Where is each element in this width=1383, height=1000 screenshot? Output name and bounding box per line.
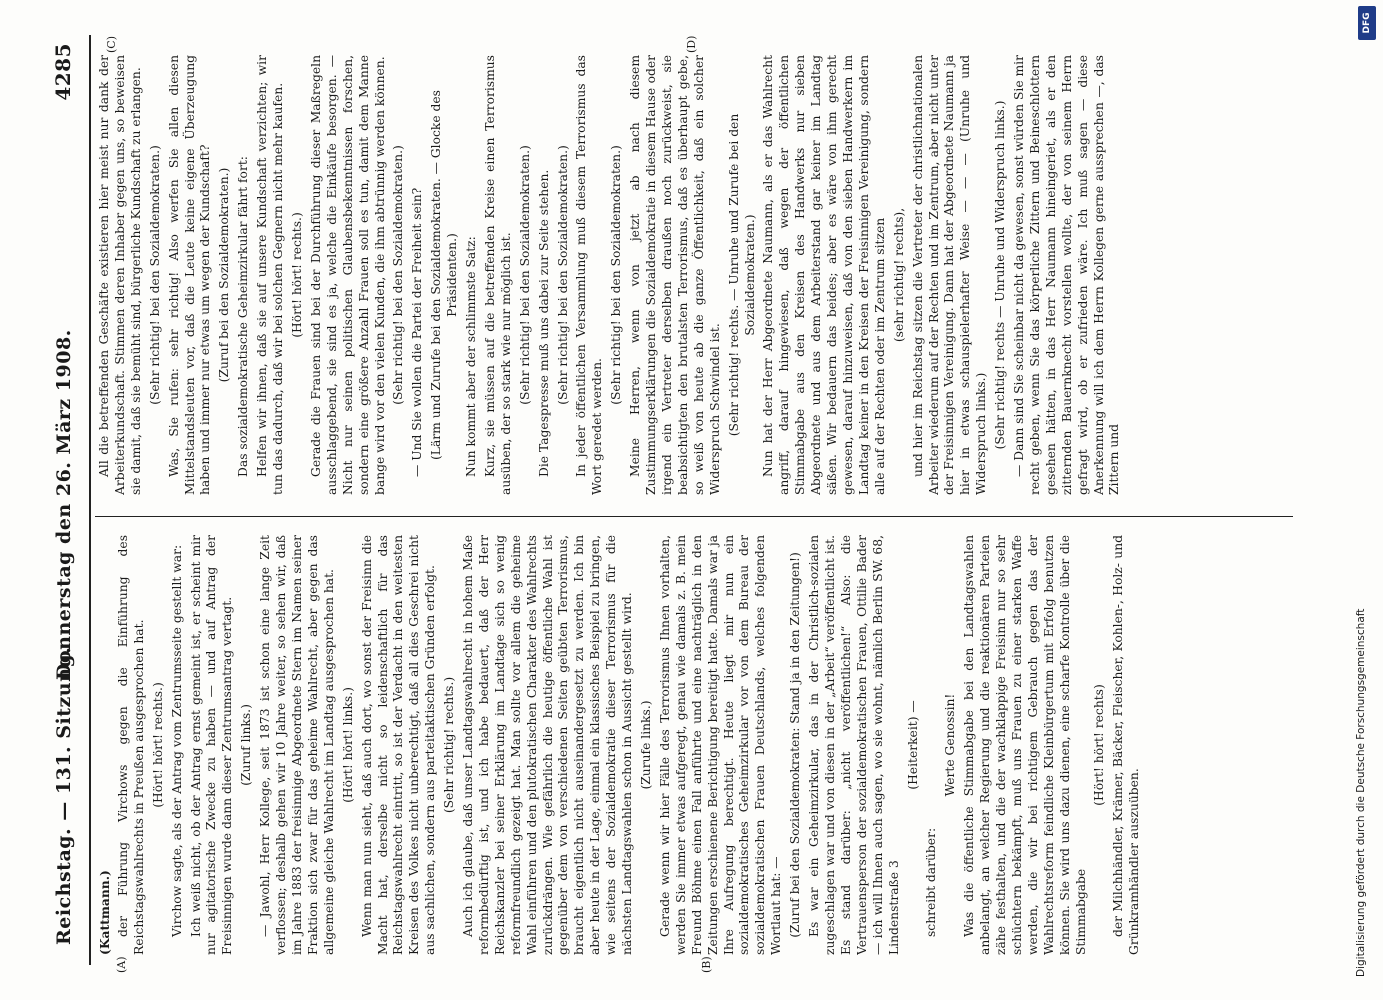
left-column-paragraph: Werte Genossin! bbox=[943, 693, 958, 797]
left-column-paragraph: (Heiterkeit) — bbox=[905, 700, 920, 790]
right-column-paragraph: — Und Sie wollen die Partei der Freiheit sein? bbox=[410, 187, 425, 477]
digitization-note bbox=[1348, 12, 1376, 988]
left-column-paragraph: Es war ein Geheimzirkular, das in der Christlich-sozialen zugeschlagen war und von diesen in der „Arbeit“ veröffentlicht ist. Es stand darüber: „nicht veröffentlichen!“ Also: die Vertrauensperson der sozialdemokratischen Frauen, Ottilie Bader — ich will Ihnen auch sagen, wo sie wohnt, nämlich Berlin SW. 68, Lindenstraße 3 bbox=[807, 535, 901, 955]
right-column-paragraph: In jeder öffentlichen Versammlung muß diesem Terrorismus das Wort geredet werden. bbox=[574, 55, 605, 495]
left-column-paragraph: Ich weiß nicht, ob der Antrag ernst gemeint ist, er scheint mir nur agitatorische Zwecke zu haben — und auf Antrag der Freisinnigen wurde dann dieser Zentrumsantrag vertagt. bbox=[188, 535, 235, 955]
right-column-paragraph: Nun hat der Herr Abgeordnete Naumann, als er das Wahlrecht angriff, darauf hingewiesen, daß wegen der öffentlichen Stimmabgabe aus den Kreisen des Handwerks nur sieben Abgeordnete und aus dem Arbeiterstand gar keiner im Landtag säßen. Wir bedauern das beides; aber es wäre von ihm gerecht gewesen, darauf hinzuweisen, daß von den sieben Handwerkern im Landtag keiner in den Kreisen der Freisinnigen Vereinigung, sondern alle auf der Rechten oder im Zentrum sitzen bbox=[761, 55, 887, 495]
left-column-paragraph: (Hört! hört! links.) bbox=[340, 687, 355, 803]
right-column-paragraph: (Sehr richtig! rechts. — Unruhe und Zurufe bei den Sozialdemokraten.) bbox=[726, 113, 757, 437]
right-column-paragraph: (sehr richtig! rechts), bbox=[891, 207, 906, 343]
left-column-paragraph: Virchow sagte, als der Antrag vom Zentrumsseite gestellt war: bbox=[169, 544, 184, 937]
right-column-paragraph: Nun kommt aber der schlimmste Satz: bbox=[464, 236, 479, 477]
left-column-paragraph: (Zuruf links.) bbox=[239, 704, 254, 786]
left-column-paragraph: (Zurufe links.) bbox=[639, 700, 653, 790]
margin-marker-d: (D) bbox=[685, 35, 698, 53]
left-column-paragraph: (Sehr richtig! rechts.) bbox=[442, 676, 457, 814]
margin-marker-c: (C) bbox=[105, 36, 118, 53]
right-column-paragraph: (Zuruf bei den Sozialdemokraten.) bbox=[217, 167, 232, 383]
right-column-paragraph: (Sehr richtig! bei den Sozialdemokraten.) bbox=[609, 145, 624, 405]
right-column-paragraph: All die betreffenden Geschäfte existieren hier meist nur dank der Arbeiterkundschaft. Stimmen deren Inhaber gegen uns, so beweisen sie damit, daß sie bemüht sind, bürgerliche Kundschaft zu erlangen. bbox=[97, 55, 143, 495]
rotated-document-page bbox=[45, 35, 1305, 973]
right-column-paragraph: — Dann sind Sie scheinbar nicht da gewesen, sonst würden Sie mir recht geben, wenn Sie das körperliche Zittern und Beineschlottern gesehen hätten, in das Herr Naumann hineingeriet, als er den zitternden Bauernknecht vorstellen wollte, der von seinem Herrn gefragt wird, ob er zufrieden wäre. Ich muß sagen — diese Anerkennung will ich dem Herrn Kollegen gerne aussprechen —, das Zittern und bbox=[1012, 55, 1122, 495]
right-column-paragraph: Das sozialdemokratische Geheimzirkular fährt fort: bbox=[236, 156, 251, 477]
left-column-paragraph: der Milchhändler, Krämer, Bäcker, Fleischer, Kohlen-, Holz- und Grünkramhändler auszuüben. bbox=[1111, 535, 1142, 955]
left-column-paragraph: der Führung Virchows gegen die Einführung des Reichstagswahlrechts in Preußen ausgesprochen hat. bbox=[115, 535, 146, 955]
right-column-paragraph: Kurz, sie müssen auf die betreffenden Kreise einen Terrorismus ausüben, der so stark wie nur möglich ist. bbox=[482, 55, 513, 495]
right-column-paragraph: Was, Sie rufen: sehr richtig! Also werfen Sie allen diesen Mittelstandsleuten vor, daß die Leute keine eigene Überzeugung haben und immer nur etwas um wegen der Kundschaft? bbox=[166, 55, 213, 495]
left-column-paragraph: schreibt darüber: bbox=[924, 827, 939, 937]
page-number: 4285 bbox=[51, 43, 75, 101]
right-column-paragraph: Meine Herren, wenn von jetzt ab nach diesem Zustimmungserklärungen die Sozialdemokratie in diesem Hause oder irgend ein Vertreter derselben draußen noch zurückweist, sie beabsichtigten den brutalsten Terrorismus, daß es überhaupt gebe, so weiß von heute ab die ganze Öffentlichkeit, daß ein solcher Widerspruch Schwindel ist. bbox=[628, 55, 722, 495]
left-column-paragraph: Auch ich glaube, daß unser Landtagswahlrecht in hohem Maße reformbedürftig ist, und ich habe bedauert, daß der Herr Reichskanzler bei seiner Erklärung im Landtage sich so wenig reformfreundlich gezeigt hat. Man sollte vor allem die geheime Wahl einführen und den plutokratischen Charakter des Wahlrechts zurückdrängen. Wie gefährlich die heutige öffentliche Wahl ist gegenüber dem von verschiedenen Seiten geübten Terrorismus, braucht eigentlich nicht auseinandergesetzt zu werden. Ich bin aber heute in der Lage, einmal ein klassisches Beispiel zu bringen, wie seitens der Sozialdemokratie dieser Terrorismus für die nächsten Landtagswahlen schon in Aussicht gestellt wird. bbox=[461, 535, 635, 955]
left-column-paragraph: Gerade wenn wir hier Fälle des Terrorismus Ihnen vorhalten, werden Sie immer etwas aufgeregt, genau wie damals z. B. mein Freund Böhme einen Fall anführte und eine nachträglich in den Zeitungen erschienene Berichtigung bereitigt hatte. Damals war ja Ihre Aufregung berechtigt. Heute liegt mir nun ein sozialdemokratisches Geheimzirkular vor von dem Bureau der sozialdemokratischen Frauen Deutschlands, welches folgenden Wortlaut hat: — bbox=[657, 535, 784, 955]
left-column-paragraph: (Zuruf bei den Sozialdemokraten: Stand ja in den Zeitungen!) bbox=[788, 552, 803, 938]
right-column-paragraph: (Sehr richtig! bei den Sozialdemokraten.) bbox=[147, 145, 162, 405]
left-column-paragraph: (Hört! hört! rechts.) bbox=[150, 682, 165, 808]
right-column-paragraph: Helfen wir ihnen, daß sie auf unsere Kundschaft verzichten; wir tun das dadurch, daß wir bei solchen Gegnern nicht mehr kaufen. bbox=[255, 55, 286, 495]
page-header bbox=[45, 35, 91, 965]
dfg-logo-text: DFG bbox=[1362, 12, 1372, 34]
dfg-logo bbox=[1358, 6, 1376, 40]
right-column-paragraph: Die Tagespresse muß uns dabei zur Seite stehen. bbox=[536, 169, 551, 477]
left-column-paragraph: Wenn man nun sieht, daß auch dort, wo sonst der Freisinn die Macht hat, derselbe nicht so leidenschaftlich für das Reichstagswahlrecht eintritt, so ist der Verdacht in den weitesten Kreisen des Volkes nicht unberechtigt, daß all dies Geschrei nicht aus sachlichen, sondern aus parteitaktischen Gründen erfolgt. bbox=[359, 535, 438, 955]
right-column-paragraph: (Sehr richtig! bei den Sozialdemokraten.) bbox=[391, 145, 406, 405]
header-session: Reichstag. — 131. Sitzung. bbox=[53, 646, 75, 945]
right-column-paragraph: (Hört! hört! rechts.) bbox=[289, 212, 304, 338]
left-column-paragraph: (Hört! hört! rechts) bbox=[1092, 684, 1107, 806]
right-text-column bbox=[97, 55, 1297, 495]
right-column-paragraph: (Sehr richtig! bei den Sozialdemokraten.) bbox=[517, 145, 532, 405]
header-date: Donnerstag den 26. März 1908. bbox=[53, 329, 75, 680]
digitization-note-text: Digitalisierung gefördert durch die Deutsche Forschungsgemeinschaft bbox=[1355, 608, 1367, 977]
right-column-paragraph: und hier im Reichstag sitzen die Vertreter der christlichnationalen Arbeiter wiederum auf der Rechten und im Zentrum, aber nicht unter der Freisinnigen Vereinigung. Dann hat der Abgeordnete Naumann ja hier in etwas schauspielerhafter Weise — — — (Unruhe und Widerspruch links.) bbox=[910, 55, 989, 495]
left-text-column bbox=[97, 535, 1297, 955]
left-column-paragraph: Was die öffentliche Stimmabgabe bei den Landtagswahlen anbelangt, an welcher Regierung und die reaktionären Parteien zähe festhalten, und die der wachklappige Freisinn nur so sehr schüchtern bekämpft, muß uns Frauen zu einer starken Waffe werden, die wir bei richtigem Gebrauch gegen das der Wahlrechtsreform feindliche Kleinbürgertum mit Erfolg benutzen können. Sie wird uns dazu dienen, eine scharfe Kontrolle über die Stimmabgabe bbox=[962, 535, 1088, 955]
right-column-paragraph: Gerade die Frauen sind bei der Durchführung dieser Maßregeln ausschlaggebend, sie sind es ja, welche die Einkäufe besorgen. — Nicht nur seinen politischen Glaubensbekenntnissen forschen, sondern eine größere Anzahl Frauen soll es tun, damit dem Manne bange wird vor den vielen Kunden, die ihm abtrünnig werden können. bbox=[308, 55, 387, 495]
column-divider bbox=[95, 516, 1293, 517]
speaker-name: (Kattmann.) bbox=[97, 870, 112, 955]
right-column-paragraph: (Sehr richtig! bei den Sozialdemokraten.) bbox=[555, 145, 570, 405]
right-column-paragraph: (Lärm und Zurufe bei den Sozialdemokraten. — Glocke des Präsidenten.) bbox=[429, 90, 460, 461]
margin-marker-b: (B) bbox=[700, 956, 713, 973]
margin-marker-a: (A) bbox=[115, 956, 128, 973]
left-column-paragraph: — Jawohl, Herr Kollege, seit 1873 ist schon eine lange Zeit verflossen; deshalb gehen wir 10 Jahre weiter, so sehen wir, daß im Jahre 1883 der freisinnige Abgeordnete Stern im Namen seiner Fraktion sich zwar für das geheime Wahlrecht, aber gegen das allgemeine gleiche Wahlrecht im Landtag ausgesprochen hat. bbox=[258, 535, 336, 955]
right-column-paragraph: (Sehr richtig! rechts — Unruhe und Widerspruch links.) bbox=[993, 100, 1008, 450]
